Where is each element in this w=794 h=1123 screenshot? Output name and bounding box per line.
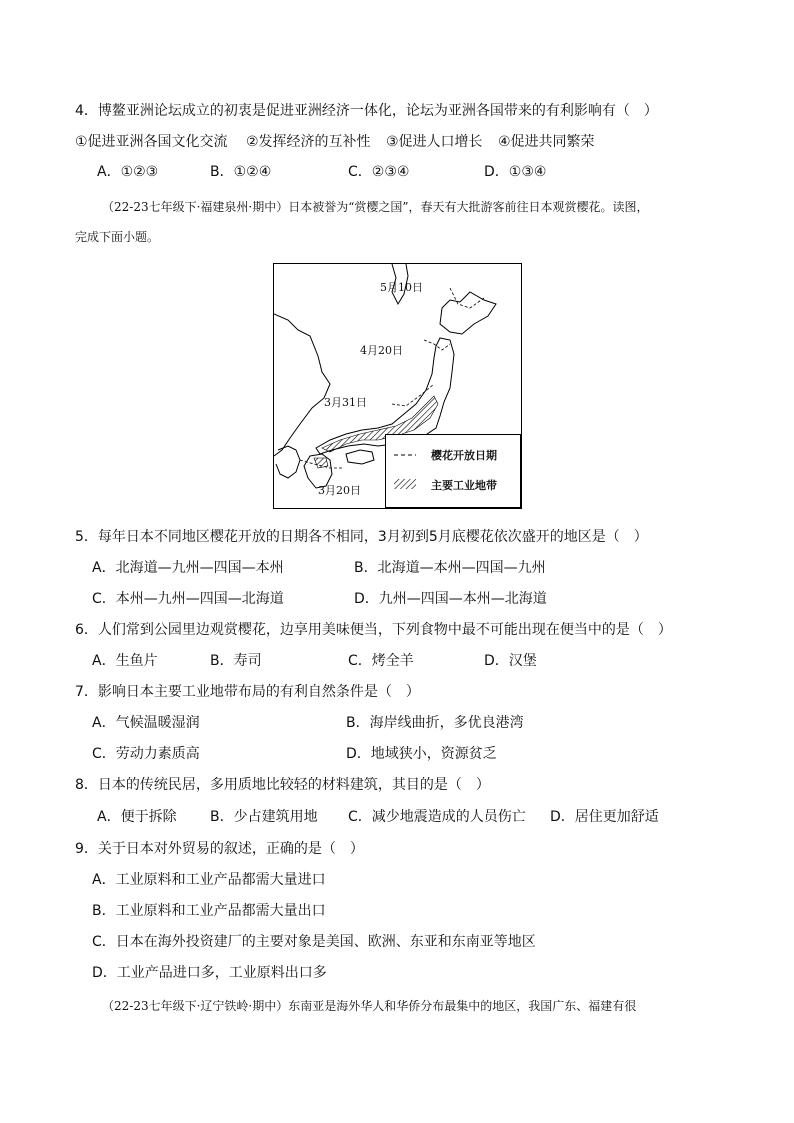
- japan-sakura-map: [273, 263, 522, 509]
- map-legend: [385, 434, 521, 508]
- q8-option-c: C．减少地震造成的人员伤亡: [348, 809, 526, 825]
- legend-hatch-symbol: [394, 479, 416, 489]
- q9-option-b: B．工业原料和工业产品都需大量出口: [92, 903, 326, 919]
- q8-option-d: D．居住更加舒适: [550, 809, 659, 825]
- q9-option-d: D．工业产品进口多，工业原料出口多: [92, 965, 327, 981]
- q4-option-b: B．①②④: [210, 164, 272, 180]
- q5-option-d: D．九州—四国—本州—北海道: [354, 591, 547, 607]
- q4-statement-3: ③促进人口增长: [386, 134, 483, 150]
- mainland-coast: [274, 314, 330, 456]
- q4-statement-1: ①促进亚洲各国文化交流: [75, 134, 228, 150]
- q4-option-a: A．①②③: [97, 164, 159, 180]
- q6-option-a: A．生鱼片: [92, 653, 158, 669]
- q7-option-a: A．气候温暖湿润: [92, 715, 200, 731]
- q7-option-c: C．劳动力素质高: [92, 746, 200, 762]
- q6-option-d: D．汉堡: [484, 653, 537, 669]
- q9-option-c: C．日本在海外投资建厂的主要对象是美国、欧洲、东亚和东南亚等地区: [92, 934, 536, 950]
- q5-option-c: C．本州—九州—四国—北海道: [92, 591, 284, 607]
- q4-stem: 4．博鳌亚洲论坛成立的初衷是促进亚洲经济一体化，论坛为亚洲各国带来的有利影响有（ ）: [75, 103, 658, 119]
- q6-option-b: B．寿司: [210, 653, 262, 669]
- label-mar31: 3月31日: [324, 396, 367, 409]
- label-may10: 5月10日: [380, 281, 423, 294]
- q4-option-d: D．①③④: [484, 164, 547, 180]
- legend-symbols: [386, 435, 426, 507]
- hokkaido-island: [440, 292, 496, 334]
- label-mar20: 3月20日: [318, 484, 361, 497]
- q8-option-b: B．少占建筑用地: [210, 809, 318, 825]
- q8-stem: 8．日本的传统民居，多用质地比较轻的材料建筑，其目的是（ ）: [75, 777, 490, 793]
- q7-option-d: D．地域狭小，资源贫乏: [346, 746, 497, 762]
- q4-option-c: C．②③④: [348, 164, 410, 180]
- q8-option-a: A．便于拆除: [97, 809, 177, 825]
- intro1-line1: （22-23七年级下·福建泉州·期中）日本被誉为“赏樱之国”，春天有大批游客前往日本观赏樱花。读图，: [102, 200, 649, 214]
- q4-statement-4: ④促进共同繁荣: [498, 134, 595, 150]
- q7-option-b: B．海岸线曲折，多优良港湾: [346, 715, 524, 731]
- shikoku-island: [346, 450, 374, 464]
- q5-stem: 5．每年日本不同地区樱花开放的日期各不相同，3月初到5月底樱花依次盛开的地区是（ ）: [75, 529, 648, 545]
- q9-stem: 9．关于日本对外贸易的叙述，正确的是（ ）: [75, 841, 364, 857]
- q4-statement-2: ②发挥经济的互补性: [246, 134, 371, 150]
- label-apr20: 4月20日: [360, 344, 403, 357]
- q5-option-a: A．北海道—九州—四国—本州: [92, 560, 284, 576]
- q9-option-a: A．工业原料和工业产品都需大量进口: [92, 872, 326, 888]
- q6-stem: 6．人们常到公园里边观赏樱花，边享用美味便当，下列食物中最不可能出现在便当中的是（ ）: [75, 622, 672, 638]
- q7-stem: 7．影响日本主要工业地带布局的有利自然条件是（ ）: [75, 684, 420, 700]
- korea-peninsula: [276, 446, 300, 478]
- q6-option-c: C．烤全羊: [348, 653, 414, 669]
- legend-industrial-belt: 主要工业地带: [431, 479, 497, 492]
- intro1-line2: 完成下面小题。: [75, 230, 160, 244]
- industrial-belt-kyushu: [314, 458, 328, 468]
- isochrone-may10: [450, 288, 484, 308]
- intro2-line1: （22-23七年级下·辽宁铁岭·期中）东南亚是海外华人和华侨分布最集中的地区，我国广东、福建有很: [102, 999, 637, 1013]
- q5-option-b: B．北海道—本州—四国—九州: [354, 560, 546, 576]
- legend-sakura-date: 樱花开放日期: [431, 449, 497, 462]
